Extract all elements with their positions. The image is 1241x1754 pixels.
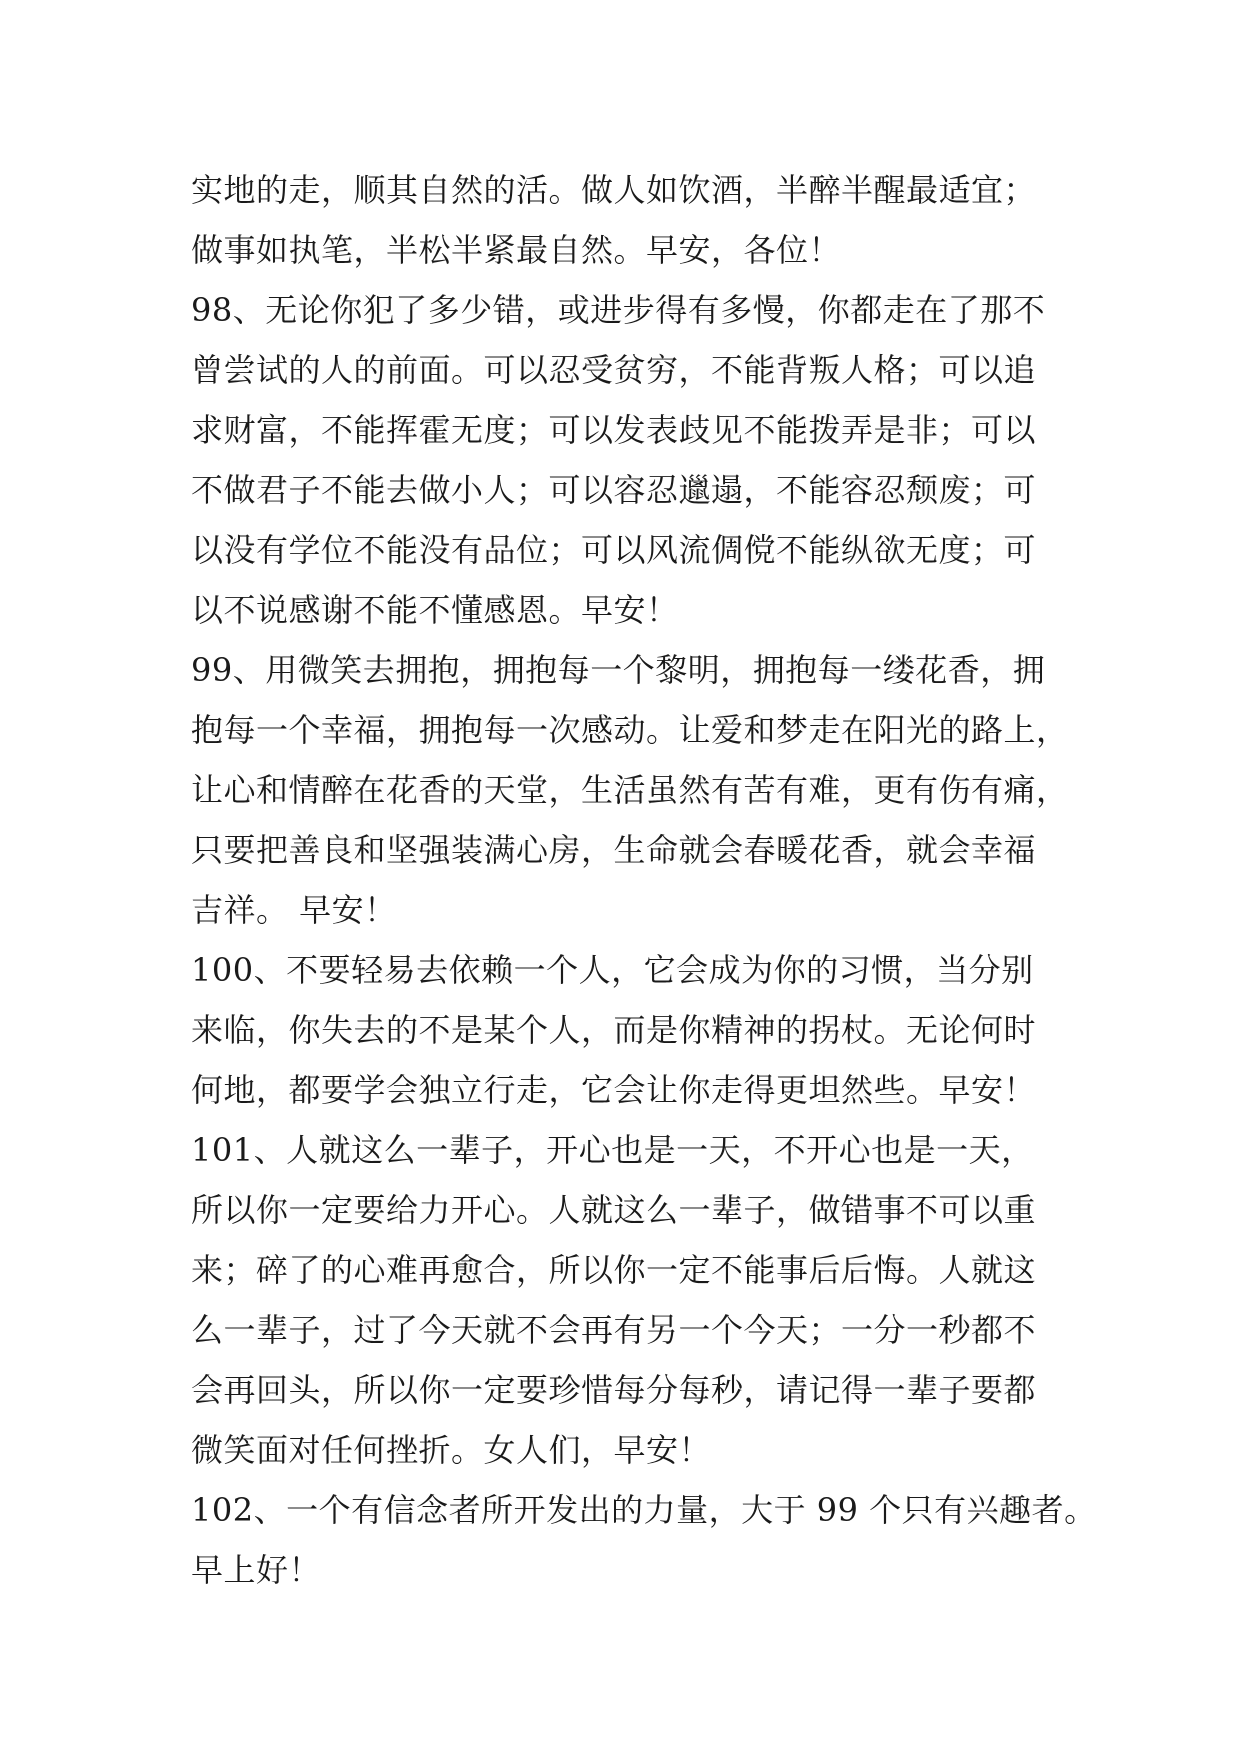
text-line: 做事如执笔，半松半紧最自然。早安，各位！ <box>191 231 842 269</box>
document-body <box>191 160 1097 1600</box>
text-line: 让心和情醉在花香的天堂，生活虽然有苦有难，更有伤有痛， <box>191 771 1069 809</box>
text-line: 早上好！ <box>191 1551 322 1589</box>
text-line: 会再回头，所以你一定要珍惜每分每秒，请记得一辈子要都 <box>191 1371 1037 1409</box>
text-line: 100、不要轻易去依赖一个人，它会成为你的习惯，当分别 <box>191 951 1034 989</box>
text-line: 实地的走，顺其自然的活。做人如饮酒，半醉半醒最适宜； <box>191 171 1037 209</box>
text-line: 曾尝试的人的前面。可以忍受贫穷，不能背叛人格；可以追 <box>191 351 1037 389</box>
text-line: 以没有学位不能没有品位；可以风流倜傥不能纵欲无度；可 <box>191 531 1037 569</box>
text-line: 只要把善良和坚强装满心房，生命就会春暖花香，就会幸福 <box>191 831 1037 869</box>
text-line: 98、无论你犯了多少错，或进步得有多慢，你都走在了那不 <box>191 291 1046 329</box>
text-line: 吉祥。 早安！ <box>191 891 397 929</box>
text-line: 何地，都要学会独立行走，它会让你走得更坦然些。早安！ <box>191 1071 1037 1109</box>
text-line: 来临，你失去的不是某个人，而是你精神的拐杖。无论何时 <box>191 1011 1037 1049</box>
text-line: 不做君子不能去做小人；可以容忍邋遢，不能容忍颓废；可 <box>191 471 1037 509</box>
text-line: 99、用微笑去拥抱，拥抱每一个黎明，拥抱每一缕花香，拥 <box>191 651 1046 689</box>
text-line: 求财富，不能挥霍无度；可以发表歧见不能拨弄是非；可以 <box>191 411 1037 449</box>
text-line: 102、一个有信念者所开发出的力量，大于 99 个只有兴趣者。 <box>191 1491 1097 1529</box>
text-line: 微笑面对任何挫折。女人们，早安！ <box>191 1431 712 1469</box>
text-line: 101、人就这么一辈子，开心也是一天，不开心也是一天， <box>191 1131 1034 1169</box>
text-line: 来；碎了的心难再愈合，所以你一定不能事后后悔。人就这 <box>191 1251 1037 1289</box>
text-line: 以不说感谢不能不懂感恩。早安！ <box>191 591 679 629</box>
text-line: 抱每一个幸福，拥抱每一次感动。让爱和梦走在阳光的路上， <box>191 711 1069 749</box>
text-line: 所以你一定要给力开心。人就这么一辈子，做错事不可以重 <box>191 1191 1037 1229</box>
text-line: 么一辈子，过了今天就不会再有另一个今天；一分一秒都不 <box>191 1311 1037 1349</box>
